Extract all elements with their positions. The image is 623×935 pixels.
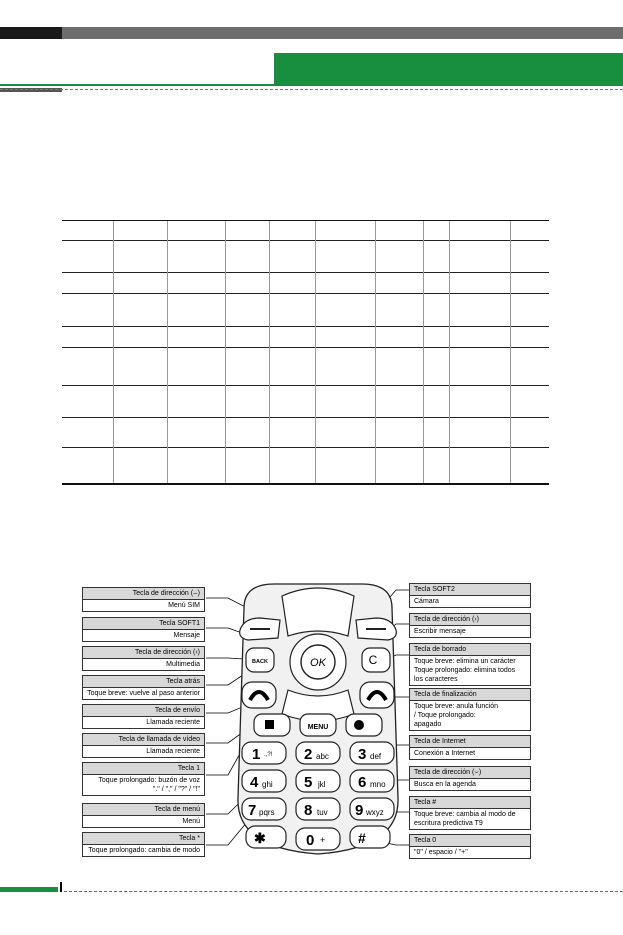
video-call-icon: [265, 720, 274, 729]
header-green-block: [274, 53, 623, 84]
callout-desc: Llamada reciente: [82, 716, 205, 729]
callout-send-key: [82, 704, 205, 729]
footer-green-bar: [0, 887, 58, 892]
callout-desc: Toque breve: elimina un carácter Toque prolongado: elimina todos los caracteres: [409, 655, 531, 686]
callout-desc: Menú: [82, 815, 205, 828]
callout-key-0: [409, 834, 531, 859]
callout-desc: Toque breve: vuelve al paso anterior: [82, 687, 205, 700]
table-row: [62, 273, 549, 294]
key-hash[interactable]: [350, 826, 390, 848]
callout-title: Tecla de dirección (‹): [82, 646, 205, 658]
callout-menu-key: [82, 803, 205, 828]
callout-up-key: [82, 587, 205, 612]
callout-desc: Busca en la agenda: [409, 778, 531, 791]
callout-title: Tecla 0: [409, 834, 531, 846]
key-star-num: ✱: [254, 830, 266, 846]
callout-desc: Multimedia: [82, 658, 205, 671]
callout-desc: Menú SIM: [82, 599, 205, 612]
callout-desc: Toque breve: anula función / Toque prolongado: apagado: [409, 700, 531, 731]
key-3-sub: def: [370, 752, 382, 761]
footer-dotted-line: [64, 891, 623, 892]
send-key[interactable]: [242, 682, 276, 708]
key-4-num: 4: [250, 774, 259, 791]
key-3-num: 3: [358, 746, 367, 763]
key-2-num: 2: [304, 746, 313, 763]
key-6-sub: mno: [370, 780, 386, 789]
callout-soft1-key: [82, 617, 205, 642]
callout-title: Tecla de dirección (⌢): [82, 587, 205, 599]
callout-title: Tecla 1: [82, 762, 205, 774]
callout-hash-key: [409, 796, 531, 830]
callout-internet-key: [409, 735, 531, 760]
header-bar: [62, 27, 623, 39]
table-row: [62, 241, 549, 273]
table-row: [62, 327, 549, 348]
key-0[interactable]: [296, 828, 340, 850]
callout-title: Tecla de finalización: [409, 688, 531, 700]
ok-label: OK: [310, 657, 326, 669]
key-9-sub: wxyz: [366, 808, 384, 817]
callout-right-key: [409, 613, 531, 638]
key-7-num: 7: [248, 802, 257, 819]
callout-desc: Llamada reciente: [82, 745, 205, 758]
key-5-num: 5: [304, 774, 313, 791]
callout-desc: Toque prolongado: cambia de modo: [82, 844, 205, 857]
back-label: BACK: [252, 659, 268, 665]
header-divider: [0, 84, 623, 86]
callout-desc: Toque breve: cambia al modo de escritura predictiva T9: [409, 808, 531, 830]
menu-label: MENU: [307, 724, 329, 731]
key-2-sub: abc: [316, 752, 329, 761]
key-0-num: 0: [306, 832, 315, 849]
callout-desc: Conexión a Internet: [409, 747, 531, 760]
key-1-sub: .,?!: [264, 752, 273, 758]
key-0-sub: +: [320, 835, 326, 845]
callout-title: Tecla de dirección (⌣): [409, 766, 531, 778]
key-7-sub: pqrs: [259, 808, 275, 817]
internet-icon: [354, 720, 364, 730]
table-row: [62, 294, 549, 327]
callout-left-key: [82, 646, 205, 671]
table-row: [62, 448, 549, 484]
table-row: [62, 348, 549, 386]
key-9-num: 9: [355, 802, 364, 819]
callout-clear-key: [409, 643, 531, 686]
callout-title: Tecla #: [409, 796, 531, 808]
clear-label: C: [368, 653, 378, 667]
nav-up-key: [282, 588, 354, 636]
key-5-sub: jkl: [318, 780, 326, 789]
callout-title: Tecla de borrado: [409, 643, 531, 655]
callout-title: Tecla de menú: [82, 803, 205, 815]
phone-keypad: [224, 578, 412, 860]
key-6-num: 6: [358, 774, 367, 791]
key-8-sub: tuv: [317, 808, 328, 817]
callout-title: Tecla atrás: [82, 675, 205, 687]
callout-soft2-key: [409, 583, 531, 608]
table-row: [62, 418, 549, 448]
callout-back-key: [82, 675, 205, 700]
spec-table: [62, 220, 549, 485]
callout-desc: Cámara: [409, 595, 531, 608]
callout-end-key: [409, 688, 531, 731]
callout-desc: "0" / espacio / "+": [409, 846, 531, 859]
header-bar-dark: [0, 27, 62, 39]
callout-title: Tecla SOFT1: [82, 617, 205, 629]
callout-title: Tecla de Internet: [409, 735, 531, 747]
key-4-sub: ghi: [262, 780, 273, 789]
key-star[interactable]: [246, 826, 286, 848]
header-dotted-line: [0, 89, 623, 90]
callout-title: Tecla de dirección (›): [409, 613, 531, 625]
callout-star-key: [82, 832, 205, 857]
callout-desc: Mensaje: [82, 629, 205, 642]
table-row: [62, 221, 549, 241]
callout-title: Tecla SOFT2: [409, 583, 531, 595]
callout-title: Tecla *: [82, 832, 205, 844]
callout-title: Tecla de envío: [82, 704, 205, 716]
nav-pad[interactable]: [282, 588, 354, 721]
end-key[interactable]: [360, 682, 394, 708]
footer-tick: [60, 882, 62, 892]
key-1-num: 1: [252, 746, 261, 763]
callout-desc: Toque prolongado: buzón de voz "." / "," / "?" / "!": [82, 774, 205, 796]
callout-desc: Escribir mensaje: [409, 625, 531, 638]
key-hash-num: #: [358, 830, 366, 846]
callout-key-1: [82, 762, 205, 796]
key-8-num: 8: [304, 802, 313, 819]
table-row: [62, 386, 549, 418]
callout-title: Tecla de llamada de vídeo: [82, 733, 205, 745]
callout-video-call-key: [82, 733, 205, 758]
callout-down-key: [409, 766, 531, 791]
